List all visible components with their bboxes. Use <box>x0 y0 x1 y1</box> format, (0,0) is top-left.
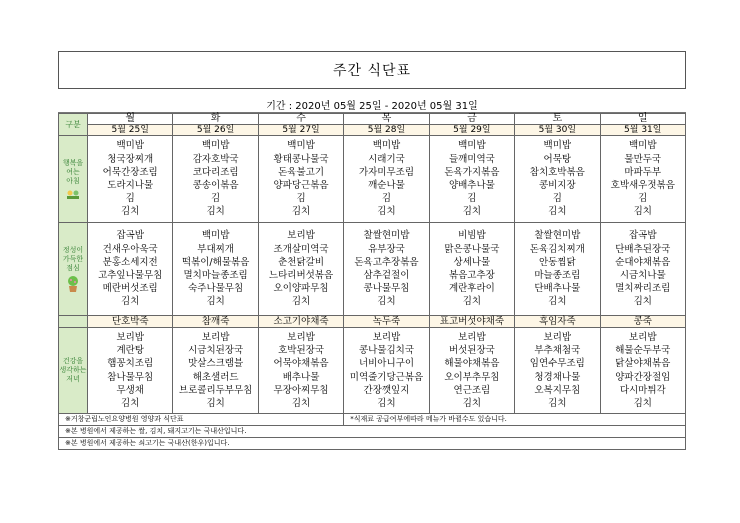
note-left: ※거창군립노인요양병원 영양과 식단표 <box>59 414 344 426</box>
menu-cell <box>344 136 429 223</box>
menu-cell <box>173 223 258 316</box>
menu-item: 백미밥 <box>543 140 572 152</box>
menu-item: 돈육불고기 <box>278 166 324 178</box>
menu-cell <box>515 223 600 316</box>
label-line: 저녁 <box>66 375 80 383</box>
date-cell: 5월 28일 <box>344 125 429 136</box>
menu-item: 김 <box>467 193 477 205</box>
menu-item: 시금치된장국 <box>188 345 244 357</box>
label-line: 아침 <box>66 177 80 185</box>
menu-item: 임연수무조림 <box>529 358 585 370</box>
note-row <box>59 426 686 438</box>
menu-item: 백미밥 <box>629 140 657 152</box>
menu-item: 김치 <box>377 296 396 308</box>
note-right: *식재료 공급여부에따라 메뉴가 바뀔수도 있습니다. <box>344 414 686 426</box>
menu-item: 부추채첨국 <box>534 345 581 357</box>
note-row <box>59 438 686 450</box>
menu-item: 김치 <box>548 296 567 308</box>
menu-cell <box>429 223 514 316</box>
menu-item: 김 <box>638 193 648 205</box>
label-line: 건강을 <box>62 357 84 365</box>
dinner-label <box>59 328 88 414</box>
menu-item: 청경채나물 <box>534 371 581 383</box>
menu-item: 메란버섯조림 <box>102 283 158 295</box>
menu-item: 해물순두부국 <box>615 345 671 357</box>
menu-item: 시금치나물 <box>619 270 666 281</box>
flower-icon <box>66 189 80 199</box>
menu-item: 도라지나물 <box>107 180 154 191</box>
menu-item: 가자미무조림 <box>358 166 414 178</box>
day-header: 금 <box>429 114 514 125</box>
menu-item: 백미밥 <box>201 230 230 242</box>
menu-item: 김치 <box>633 206 652 218</box>
menu-item: 보리밥 <box>458 331 486 343</box>
note-row <box>59 414 686 426</box>
menu-item: 조개살미역국 <box>273 243 329 255</box>
menu-item: 닭살야채볶음 <box>615 358 671 370</box>
menu-item: 어묵탕 <box>543 153 572 165</box>
menu-item: 연근조림 <box>453 384 491 396</box>
label-line: 가득한 <box>62 255 84 263</box>
page-title: 주간 식단표 <box>58 51 686 89</box>
menu-item: 볶음고추장 <box>448 270 495 281</box>
menu-item: 무생채 <box>116 384 144 396</box>
menu-item: 물만두국 <box>624 153 662 165</box>
day-header: 일 <box>600 114 685 125</box>
menu-cell <box>258 328 343 414</box>
date-cell: 5월 26일 <box>173 125 258 136</box>
menu-item: 찰쌀현미밥 <box>363 230 410 242</box>
menu-cell <box>258 223 343 316</box>
menu-item: 유부장국 <box>368 243 405 255</box>
menu-item: 김치 <box>121 296 140 308</box>
menu-item: 백미밥 <box>116 140 144 152</box>
menu-item: 단배추된장국 <box>615 243 671 255</box>
menu-item: 마파두부 <box>624 166 662 178</box>
menu-item: 김치 <box>377 206 396 218</box>
label-line: 여는 <box>66 168 80 176</box>
porridge-label <box>59 316 88 328</box>
menu-item: 김치 <box>548 397 567 409</box>
menu-item: 김 <box>552 193 562 205</box>
menu-item: 돈육김치찌개 <box>529 243 585 255</box>
menu-item: 김치 <box>291 397 311 409</box>
menu-item: 감자호박국 <box>192 153 239 165</box>
menu-item: 느타리버섯볶음 <box>268 270 334 281</box>
menu-cell <box>600 136 685 223</box>
menu-item: 떡볶이/해물볶음 <box>181 256 250 268</box>
menu-item: 보리밥 <box>287 331 315 343</box>
menu-item: 김치 <box>548 206 567 218</box>
menu-item: 무장아찌무침 <box>273 384 329 396</box>
menu-cell <box>173 328 258 414</box>
menu-item: 김 <box>211 193 221 205</box>
menu-item: 잡곡밥 <box>629 230 657 242</box>
menu-item: 배추나물 <box>282 371 320 383</box>
menu-item: 콩비지장 <box>538 180 576 191</box>
menu-item: 계란후라이 <box>448 283 495 295</box>
menu-item: 해물야채볶음 <box>444 358 500 370</box>
menu-cell <box>344 223 429 316</box>
menu-item: 김 <box>381 193 392 205</box>
menu-item: 김치 <box>377 397 396 409</box>
menu-item: 해초샐러드 <box>192 371 239 383</box>
menu-cell <box>515 136 600 223</box>
menu-item: 김치 <box>462 296 482 308</box>
menu-item: 어묵간장조림 <box>102 166 158 178</box>
menu-item: 김치 <box>291 296 311 308</box>
menu-item: 콩송이볶음 <box>192 180 239 191</box>
menu-item: 찰쌀현미밥 <box>534 230 581 242</box>
menu-item: 김치 <box>206 296 225 308</box>
menu-item: 김치 <box>462 206 482 218</box>
menu-item: 양파간장절임 <box>615 371 671 383</box>
menu-item: 황태콩나물국 <box>273 153 329 165</box>
menu-item: 숙주나물무침 <box>188 283 244 295</box>
menu-item: 보리밥 <box>116 331 144 343</box>
menu-item: 단배추나물 <box>534 283 581 295</box>
menu-item: 춘천닭갈비 <box>278 256 324 268</box>
menu-item: 어묵야채볶음 <box>273 358 329 370</box>
porridge-row <box>59 316 686 328</box>
porridge-cell: 녹두죽 <box>344 316 429 328</box>
day-header: 화 <box>173 114 258 125</box>
day-header: 수 <box>258 114 343 125</box>
menu-item: 삼추겉절이 <box>363 270 410 281</box>
menu-item: 백미밥 <box>372 140 401 152</box>
menu-item: 분홍소세지전 <box>102 256 158 268</box>
date-row <box>59 125 686 136</box>
menu-item: 안동찜닭 <box>538 256 576 268</box>
menu-item: 돈육가지볶음 <box>444 166 500 178</box>
menu-item: 호박된장국 <box>278 345 324 357</box>
menu-item: 콩나물무침 <box>363 283 410 295</box>
menu-item: 양파당근볶음 <box>273 180 329 191</box>
menu-cell <box>429 136 514 223</box>
menu-item: 들깨미역국 <box>448 153 495 165</box>
menu-item: 브로콜리두부무침 <box>178 384 253 396</box>
menu-item: 순대야채볶음 <box>615 256 671 268</box>
menu-item: 부대찌개 <box>197 243 234 255</box>
menu-item: 멸치마늘종조림 <box>183 270 248 281</box>
menu-cell <box>88 136 173 223</box>
menu-cell <box>88 223 173 316</box>
menu-item: 맛살스크램블 <box>188 358 244 370</box>
porridge-cell: 흑임자죽 <box>515 316 600 328</box>
menu-item: 김 <box>125 193 135 205</box>
menu-item: 오복지무침 <box>534 384 581 396</box>
menu-cell <box>515 328 600 414</box>
note-line: ※본 병원에서 제공하는 쌀, 김치, 돼지고기는 국내산입니다. <box>59 426 686 438</box>
dinner-row <box>59 328 686 414</box>
menu-item: 비빔밥 <box>458 230 486 242</box>
menu-item: 버섯된장국 <box>448 345 495 357</box>
menu-cell <box>173 136 258 223</box>
menu-item: 잡곡밥 <box>116 230 144 242</box>
menu-item: 멸치짜리조림 <box>615 283 671 295</box>
menu-item: 오이부추무침 <box>444 371 500 383</box>
menu-item: 보리밥 <box>629 331 657 343</box>
day-header: 토 <box>515 114 600 125</box>
menu-item: 보리밥 <box>543 331 572 343</box>
menu-item: 김치 <box>206 397 225 409</box>
porridge-cell: 소고기야채죽 <box>258 316 343 328</box>
date-cell: 5월 25일 <box>88 125 173 136</box>
menu-item: 백미밥 <box>458 140 486 152</box>
date-cell: 5월 31일 <box>600 125 685 136</box>
porridge-cell: 표고버섯야채죽 <box>429 316 514 328</box>
date-cell: 5월 29일 <box>429 125 514 136</box>
menu-item: 참나물무침 <box>107 371 154 383</box>
menu-item: 백미밥 <box>287 140 315 152</box>
menu-item: 맑은콩나물국 <box>444 243 500 255</box>
menu-cell <box>344 328 429 414</box>
porridge-cell: 단호박죽 <box>88 316 173 328</box>
menu-item: 고추잎나물무침 <box>98 270 163 281</box>
menu-item: 청국장찌개 <box>107 153 154 165</box>
porridge-cell: 참깨죽 <box>173 316 258 328</box>
menu-item: 김치 <box>291 206 311 218</box>
menu-item: 햄꽁치조림 <box>107 358 154 370</box>
breakfast-label <box>59 136 88 223</box>
date-cell: 5월 30일 <box>515 125 600 136</box>
menu-cell <box>429 328 514 414</box>
date-cell: 5월 27일 <box>258 125 343 136</box>
menu-item: 김치 <box>121 206 140 218</box>
menu-item: 오이양파무침 <box>273 283 329 295</box>
menu-item: 시래기국 <box>368 153 405 165</box>
menu-item: 깨순나물 <box>368 180 405 191</box>
menu-cell <box>258 136 343 223</box>
menu-item: 김치 <box>462 397 482 409</box>
menu-item: 다시마튀각 <box>619 384 666 396</box>
day-header: 월 <box>88 114 173 125</box>
menu-item: 보리밥 <box>372 331 401 343</box>
potted-plant-icon <box>66 276 80 292</box>
menu-item: 콩나물김치국 <box>358 345 414 357</box>
menu-item: 호박새우젓볶음 <box>610 180 675 191</box>
menu-sheet <box>58 51 686 450</box>
menu-table <box>58 113 686 450</box>
menu-item: 상세나물 <box>453 256 491 268</box>
porridge-cell: 콩죽 <box>600 316 685 328</box>
menu-item: 마늘종조림 <box>534 270 581 281</box>
lunch-label <box>59 223 88 316</box>
lunch-row <box>59 223 686 316</box>
label-line: 행복을 <box>62 159 84 167</box>
menu-item: 양배추나물 <box>448 180 495 191</box>
menu-item: 보리밥 <box>201 331 230 343</box>
menu-item: 백미밥 <box>201 140 230 152</box>
day-row <box>59 114 686 125</box>
label-line: 점심 <box>66 264 80 272</box>
day-header: 목 <box>344 114 429 125</box>
header-label: 구분 <box>59 114 88 136</box>
menu-item: 김치 <box>633 296 652 308</box>
menu-item: 미역줄기당근볶음 <box>349 371 424 383</box>
menu-item: 김 <box>296 193 306 205</box>
menu-item: 참치호박볶음 <box>529 166 585 178</box>
menu-item: 계란탕 <box>116 345 144 357</box>
menu-item: 김치 <box>633 397 652 409</box>
menu-item: 돈육고추장볶음 <box>354 256 419 268</box>
menu-cell <box>600 328 685 414</box>
label-line: 생각하는 <box>59 366 87 374</box>
menu-item: 보리밥 <box>287 230 315 242</box>
menu-item: 건새우아욱국 <box>102 243 158 255</box>
menu-item: 김치 <box>121 397 140 409</box>
menu-cell <box>600 223 685 316</box>
menu-item: 코다리조림 <box>192 166 239 178</box>
note-line: ※본 병원에서 제공하는 쇠고기는 국내산(한우)입니다. <box>59 438 686 450</box>
menu-cell <box>88 328 173 414</box>
menu-item: 간장깻잎지 <box>363 384 410 396</box>
menu-item: 김치 <box>206 206 225 218</box>
date-range: 기간 : 2020년 05월 25일 - 2020년 05월 31일 <box>58 96 686 113</box>
label-line: 정성이 <box>62 246 84 254</box>
breakfast-row <box>59 136 686 223</box>
menu-item: 너비아니구이 <box>358 358 414 370</box>
